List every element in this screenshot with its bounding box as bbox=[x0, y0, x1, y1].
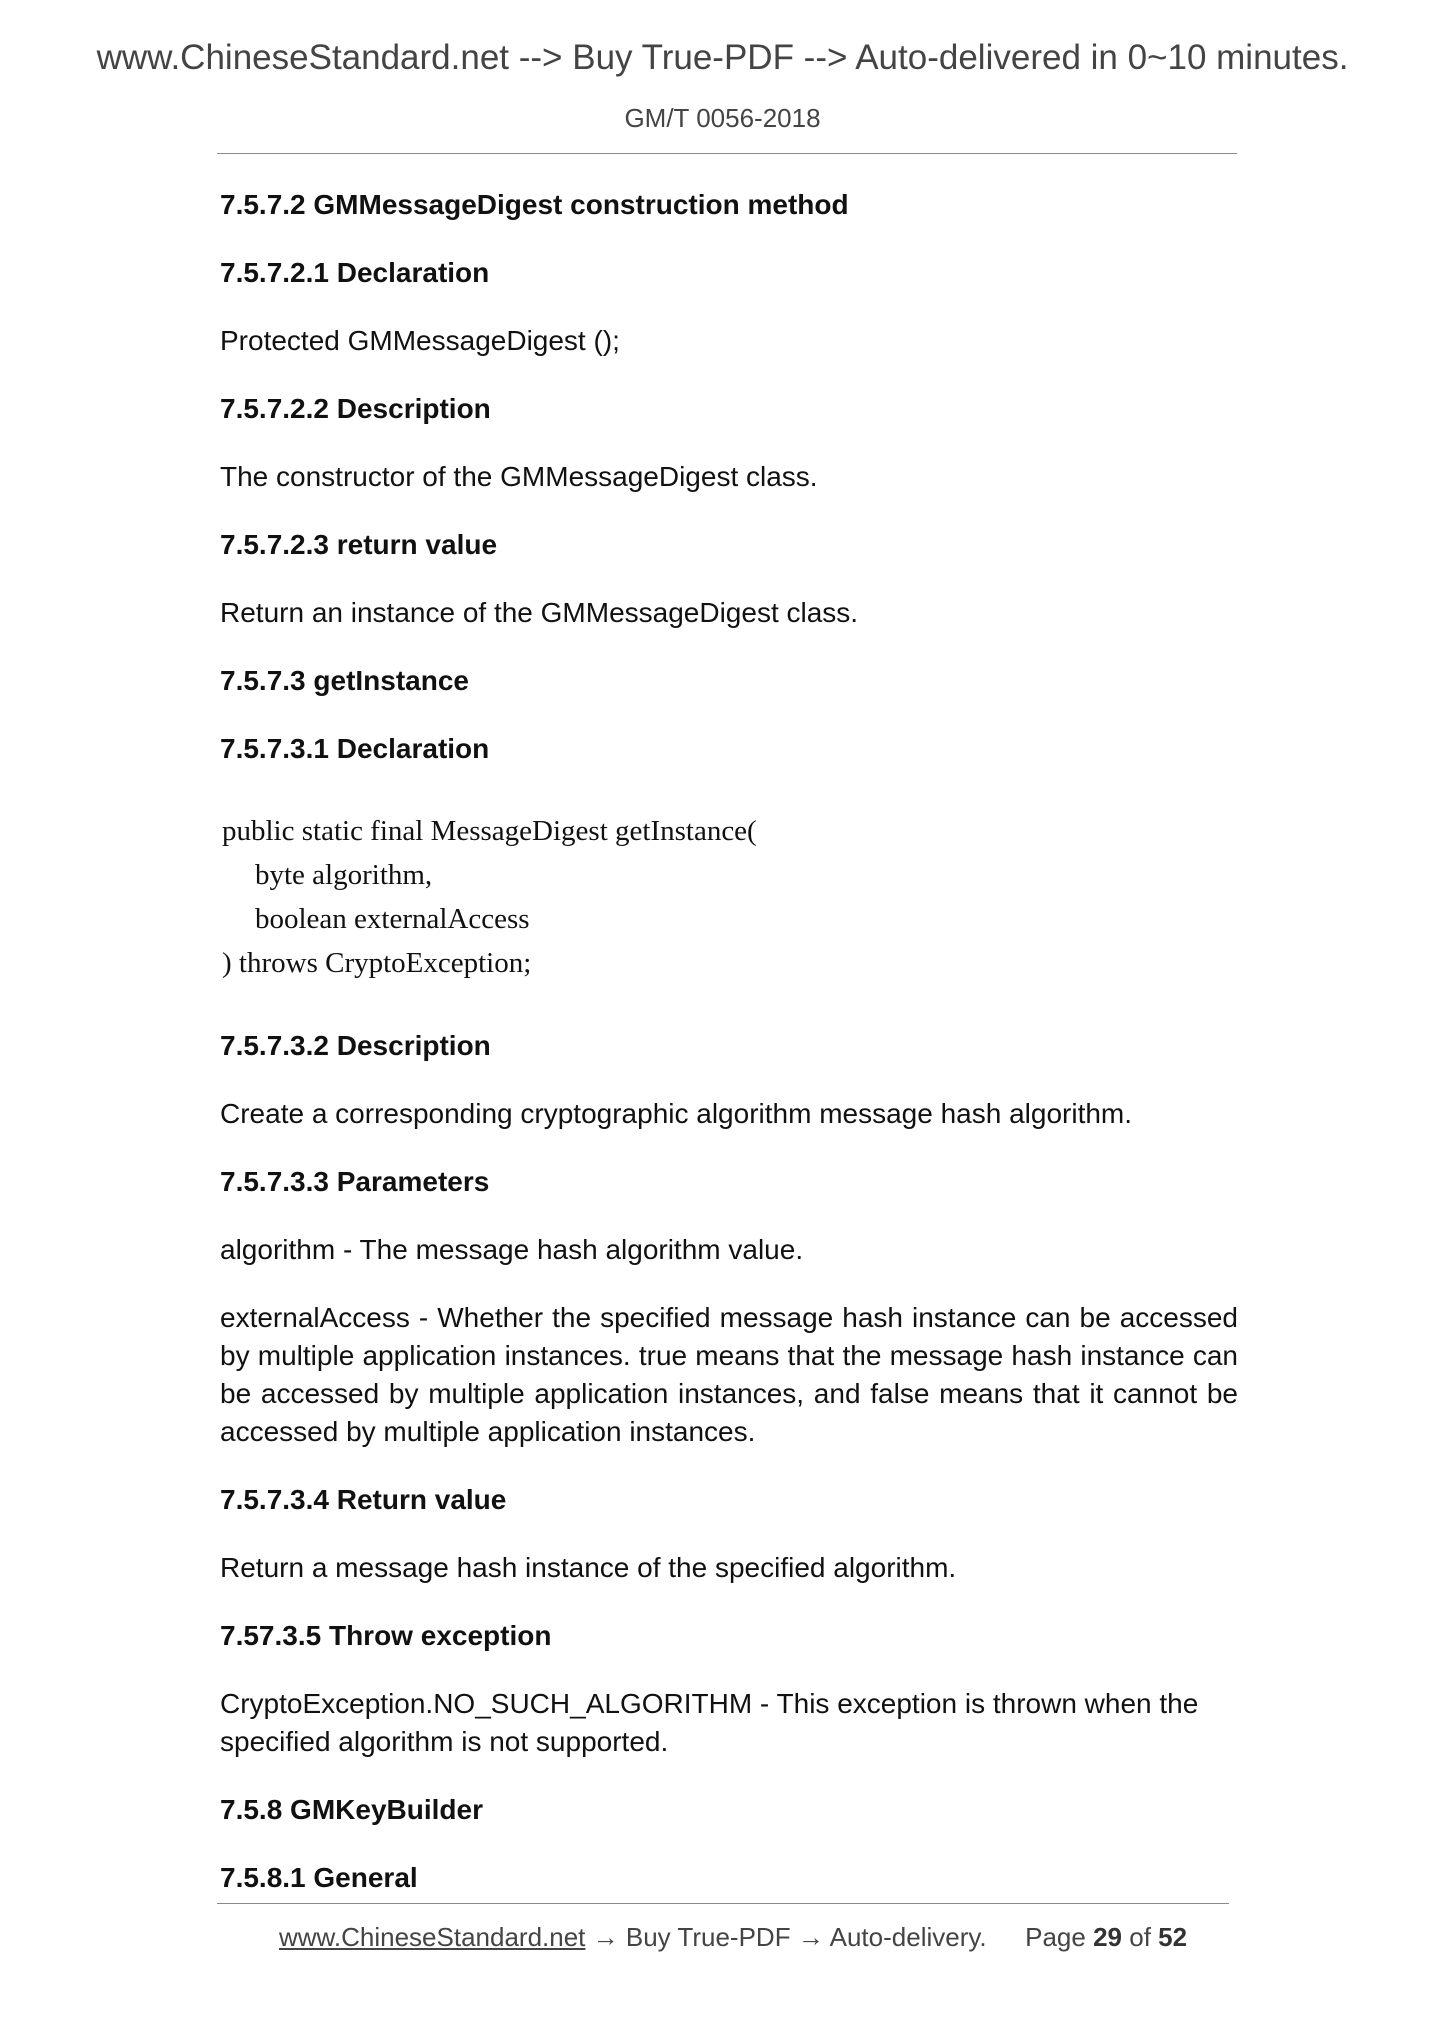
heading-7-5-7-3-1: 7.5.7.3.1 Declaration bbox=[220, 733, 490, 764]
code-line: boolean externalAccess bbox=[255, 903, 530, 935]
code-line: ) throws CryptoException; bbox=[222, 947, 532, 979]
paragraph-description-getinstance: Create a corresponding cryptographic algorithm message hash algorithm. bbox=[220, 1098, 1133, 1129]
header-divider bbox=[217, 153, 1237, 154]
heading-7-5-7-3-3: 7.5.7.3.3 Parameters bbox=[220, 1166, 490, 1197]
standard-number: GM/T 0056-2018 bbox=[624, 103, 821, 133]
footer-of-word: of bbox=[1129, 1922, 1151, 1952]
footer-auto-text: Auto-delivery. bbox=[829, 1922, 987, 1952]
code-line: byte algorithm, bbox=[255, 859, 433, 891]
paragraph-param-externalaccess: externalAccess - Whether the specified message hash instance can be accessed by multiple application instances. true means that the message hash instance can be accessed by multiple application instances, and false means that it cannot be accessed by multiple application instances. bbox=[220, 1302, 1238, 1447]
arrow-right-icon: → bbox=[592, 1922, 619, 1952]
paragraph-declaration-constructor: Protected GMMessageDigest (); bbox=[220, 325, 620, 356]
site-banner: www.ChineseStandard.net --> Buy True-PDF --> Auto-delivered in 0~10 minutes. bbox=[96, 38, 1349, 77]
page-footer bbox=[279, 1922, 1229, 1953]
paragraph-return-getinstance: Return a message hash instance of the specified algorithm. bbox=[220, 1552, 957, 1583]
footer-page-word: Page bbox=[1025, 1922, 1086, 1952]
footer-buy-text: Buy True-PDF bbox=[625, 1922, 791, 1952]
heading-7-5-7-2: 7.5.7.2 GMMessageDigest construction method bbox=[220, 189, 849, 220]
heading-7-5-7-2-1: 7.5.7.2.1 Declaration bbox=[220, 257, 490, 288]
arrow-right-icon: → bbox=[797, 1922, 824, 1952]
paragraph-exception: CryptoException.NO_SUCH_ALGORITHM - This exception is thrown when the specified algorithm is not supported. bbox=[220, 1688, 1199, 1757]
code-line: public static final MessageDigest getInstance( bbox=[222, 815, 757, 847]
heading-7-5-7-3-4: 7.5.7.3.4 Return value bbox=[220, 1484, 507, 1515]
heading-7-5-8: 7.5.8 GMKeyBuilder bbox=[220, 1794, 483, 1825]
main-content bbox=[220, 186, 1238, 1897]
heading-7-5-7-3-5: 7.57.3.5 Throw exception bbox=[220, 1620, 552, 1651]
heading-7-5-7-3-2: 7.5.7.3.2 Description bbox=[220, 1030, 491, 1061]
code-block-getinstance bbox=[222, 809, 1238, 985]
heading-7-5-8-1: 7.5.8.1 General bbox=[220, 1862, 418, 1893]
heading-7-5-7-2-3: 7.5.7.2.3 return value bbox=[220, 529, 498, 560]
footer-site-link[interactable]: www.ChineseStandard.net bbox=[279, 1922, 586, 1952]
paragraph-description-constructor: The constructor of the GMMessageDigest class. bbox=[220, 461, 818, 492]
footer-page-total: 52 bbox=[1158, 1922, 1188, 1952]
heading-7-5-7-2-2: 7.5.7.2.2 Description bbox=[220, 393, 491, 424]
paragraph-param-algorithm: algorithm - The message hash algorithm value. bbox=[220, 1234, 804, 1265]
paragraph-return-constructor: Return an instance of the GMMessageDigest class. bbox=[220, 597, 859, 628]
heading-7-5-7-3: 7.5.7.3 getInstance bbox=[220, 665, 470, 696]
footer-divider bbox=[217, 1903, 1229, 1904]
footer-page-current: 29 bbox=[1093, 1922, 1123, 1952]
